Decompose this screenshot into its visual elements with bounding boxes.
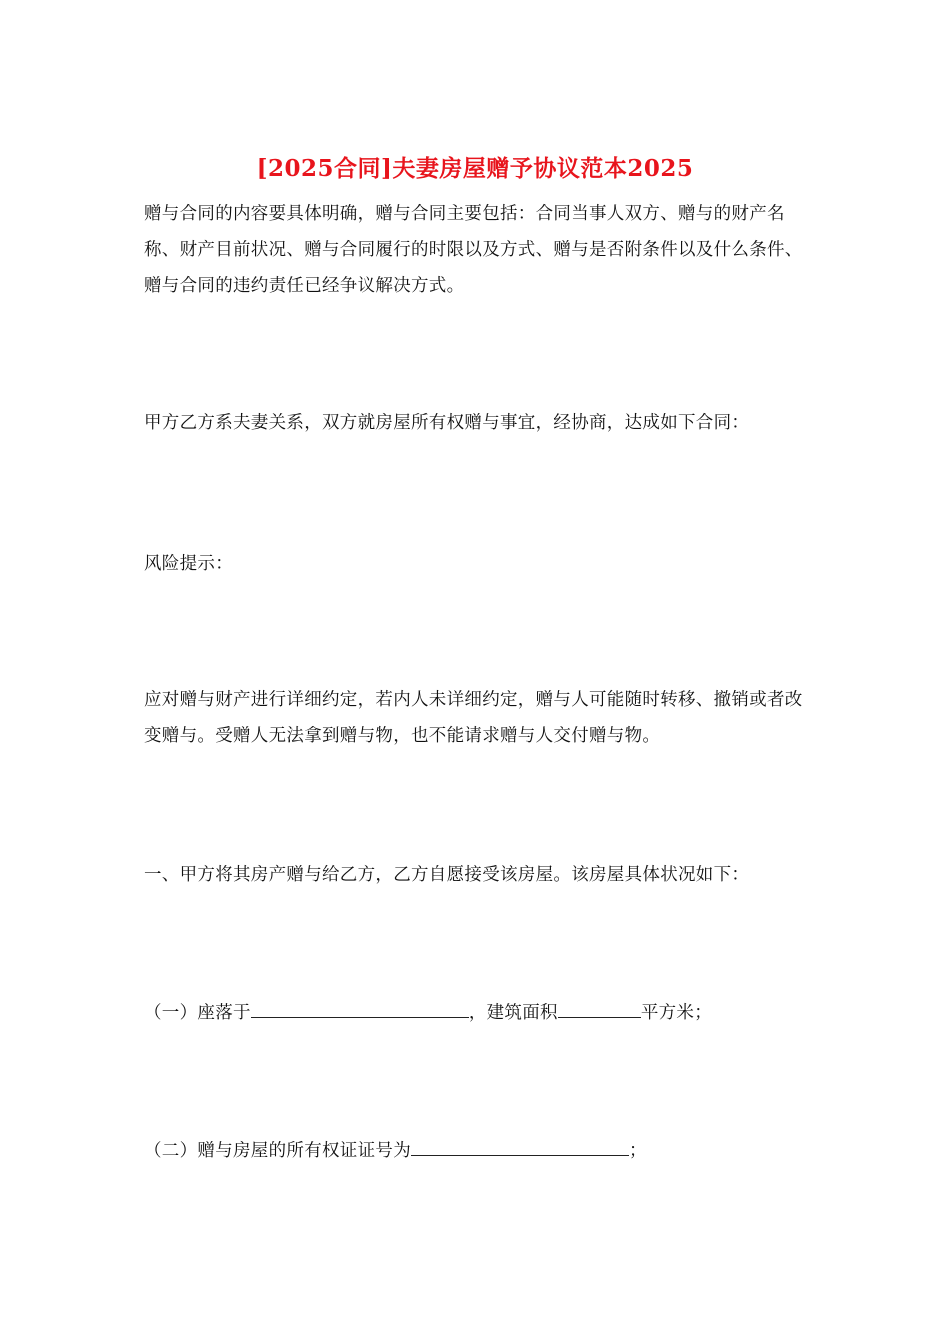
item-2-line (144, 1133, 806, 1169)
clause-1-paragraph: 一、甲方将其房产赠与给乙方，乙方自愿接受该房屋。该房屋具体状况如下： (144, 865, 750, 885)
certificate-number-blank[interactable] (411, 1135, 629, 1156)
location-blank[interactable] (251, 997, 469, 1018)
item-1-prefix: （一）座落于 (144, 1003, 251, 1023)
document-title: [2025合同]夫妻房屋赠予协议范本2025 (256, 155, 694, 182)
item-1-middle: ，建筑面积 (468, 1003, 558, 1023)
item-2-prefix: （二）赠与房屋的所有权证证号为 (144, 1141, 411, 1161)
intro-paragraph: 赠与合同的内容要具体明确，赠与合同主要包括：合同当事人双方、赠与的财产名称、财产目前状况、赠与合同履行的时限以及方式、赠与是否附条件以及什么条件、赠与合同的违约责任已经争议解决方式。 (144, 204, 803, 296)
area-blank[interactable] (558, 997, 641, 1018)
risk-heading: 风险提示： (144, 554, 233, 574)
parties-paragraph: 甲方乙方系夫妻关系，双方就房屋所有权赠与事宜，经协商，达成如下合同： (144, 413, 750, 433)
item-1-line (144, 995, 806, 1031)
item-2-suffix: ； (629, 1141, 647, 1161)
risk-paragraph: 应对赠与财产进行详细约定，若内人未详细约定，赠与人可能随时转移、撤销或者改变赠与。受赠人无法拿到赠与物，也不能请求赠与人交付赠与物。 (144, 690, 803, 746)
item-1-suffix: 平方米； (640, 1003, 713, 1023)
